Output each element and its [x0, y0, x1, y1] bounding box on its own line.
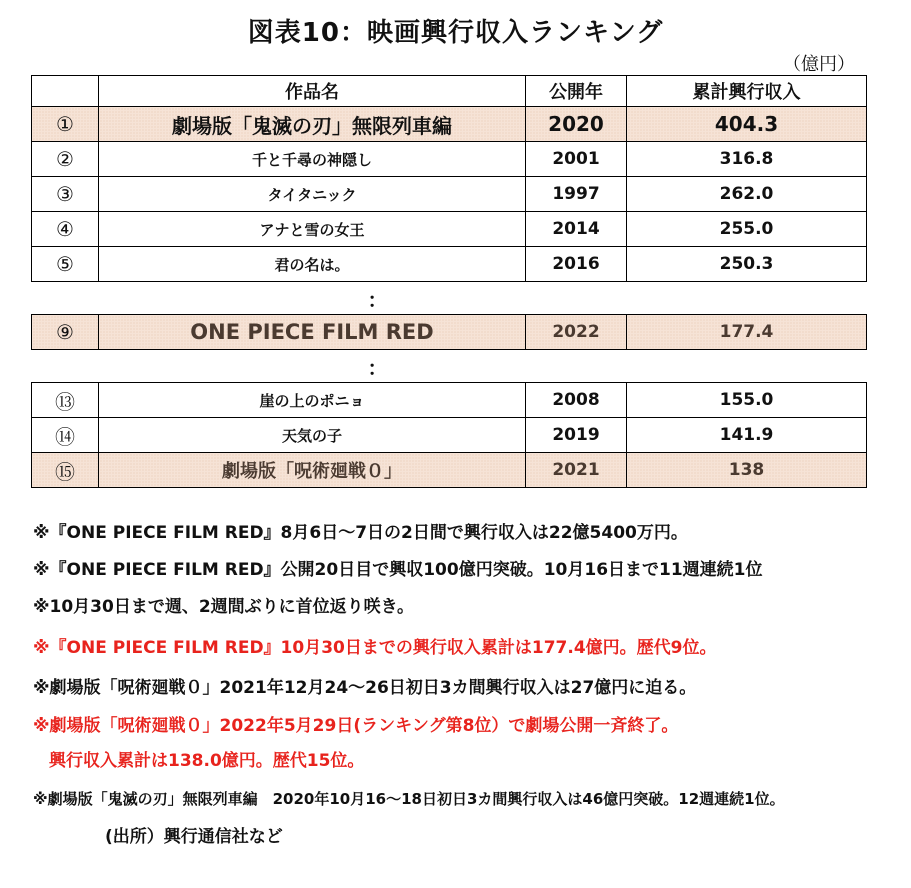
- movie-title: 劇場版「鬼滅の刃」無限列車編: [99, 107, 526, 142]
- rank-number: ⑭: [32, 418, 99, 453]
- note-line-red: 興行収入累計は138.0億円。歴代15位。: [49, 751, 365, 771]
- table-header: [32, 76, 867, 107]
- box-office: 404.3: [627, 107, 867, 142]
- note-line: ※『ONE PIECE FILM RED』公開20日目で興収100億円突破。10月16日まで11週連続1位: [33, 560, 763, 580]
- rank-number: ⑨: [32, 315, 99, 350]
- release-year: 1997: [526, 177, 627, 212]
- table-row: [32, 142, 867, 177]
- movie-title: 劇場版「呪術廻戦０」: [99, 453, 526, 488]
- movie-title: 崖の上のポニョ: [99, 383, 526, 418]
- box-office: 141.9: [627, 418, 867, 453]
- box-office: 155.0: [627, 383, 867, 418]
- note-line: ※10月30日まで週、2週間ぶりに首位返り咲き。: [33, 597, 414, 617]
- table-row: [32, 418, 867, 453]
- note-line: ※劇場版「呪術廻戦０」2021年12月24～26日初日3カ間興行収入は27億円に迫る。: [33, 678, 697, 698]
- box-office: 177.4: [627, 315, 867, 350]
- note-line-red: ※劇場版「呪術廻戦０」2022年5月29日(ランキング第8位）で劇場公開一斉終了。: [33, 716, 679, 736]
- ellipsis-row: [32, 350, 867, 383]
- table-row: [32, 247, 867, 282]
- release-year: 2001: [526, 142, 627, 177]
- rank-number: ①: [32, 107, 99, 142]
- movie-title: 千と千尋の神隠し: [99, 142, 526, 177]
- table-row: [32, 383, 867, 418]
- box-office: 316.8: [627, 142, 867, 177]
- movie-title: アナと雪の女王: [99, 212, 526, 247]
- movie-title: 天気の子: [99, 418, 526, 453]
- page-title: 図表10：映画興行収入ランキング: [247, 18, 664, 48]
- header-year: 公開年: [526, 76, 627, 107]
- table-row: [32, 177, 867, 212]
- rank-number: ③: [32, 177, 99, 212]
- unit-label: （億円）: [783, 54, 855, 75]
- note-line: ※『ONE PIECE FILM RED』8月6日～7日の2日間で興行収入は22億5400万円。: [33, 523, 688, 543]
- release-year: 2021: [526, 453, 627, 488]
- movie-title: 君の名は。: [99, 247, 526, 282]
- release-year: 2019: [526, 418, 627, 453]
- movie-title: タイタニック: [99, 177, 526, 212]
- release-year: 2020: [526, 107, 627, 142]
- box-office: 138: [627, 453, 867, 488]
- note-line: ※劇場版「鬼滅の刃」無限列車編 2020年10月16～18日初日3カ間興行収入は46億円突破。12週連続1位。: [33, 790, 785, 808]
- rank-number: ⑬: [32, 383, 99, 418]
- release-year: 2022: [526, 315, 627, 350]
- box-office: 250.3: [627, 247, 867, 282]
- rank-number: ⑮: [32, 453, 99, 488]
- header-title: 作品名: [99, 76, 526, 107]
- ellipsis-mark: ：: [367, 355, 388, 380]
- release-year: 2016: [526, 247, 627, 282]
- table-row: [32, 107, 867, 142]
- rank-number: ⑤: [32, 247, 99, 282]
- ellipsis-row: [32, 282, 867, 315]
- movie-title: ONE PIECE FILM RED: [99, 315, 526, 350]
- table-row: [32, 453, 867, 488]
- source-note: (出所）興行通信社など: [105, 827, 283, 847]
- header-revenue: 累計興行収入: [627, 76, 867, 107]
- note-line-red: ※『ONE PIECE FILM RED』10月30日までの興行収入累計は177.4億円。歴代9位。: [33, 638, 717, 658]
- table-row: [32, 212, 867, 247]
- ranking-table: [31, 75, 867, 488]
- table-row: [32, 315, 867, 350]
- ellipsis-mark: ：: [367, 287, 388, 312]
- release-year: 2008: [526, 383, 627, 418]
- header-rank: [32, 76, 99, 107]
- release-year: 2014: [526, 212, 627, 247]
- box-office: 255.0: [627, 212, 867, 247]
- rank-number: ④: [32, 212, 99, 247]
- rank-number: ②: [32, 142, 99, 177]
- box-office: 262.0: [627, 177, 867, 212]
